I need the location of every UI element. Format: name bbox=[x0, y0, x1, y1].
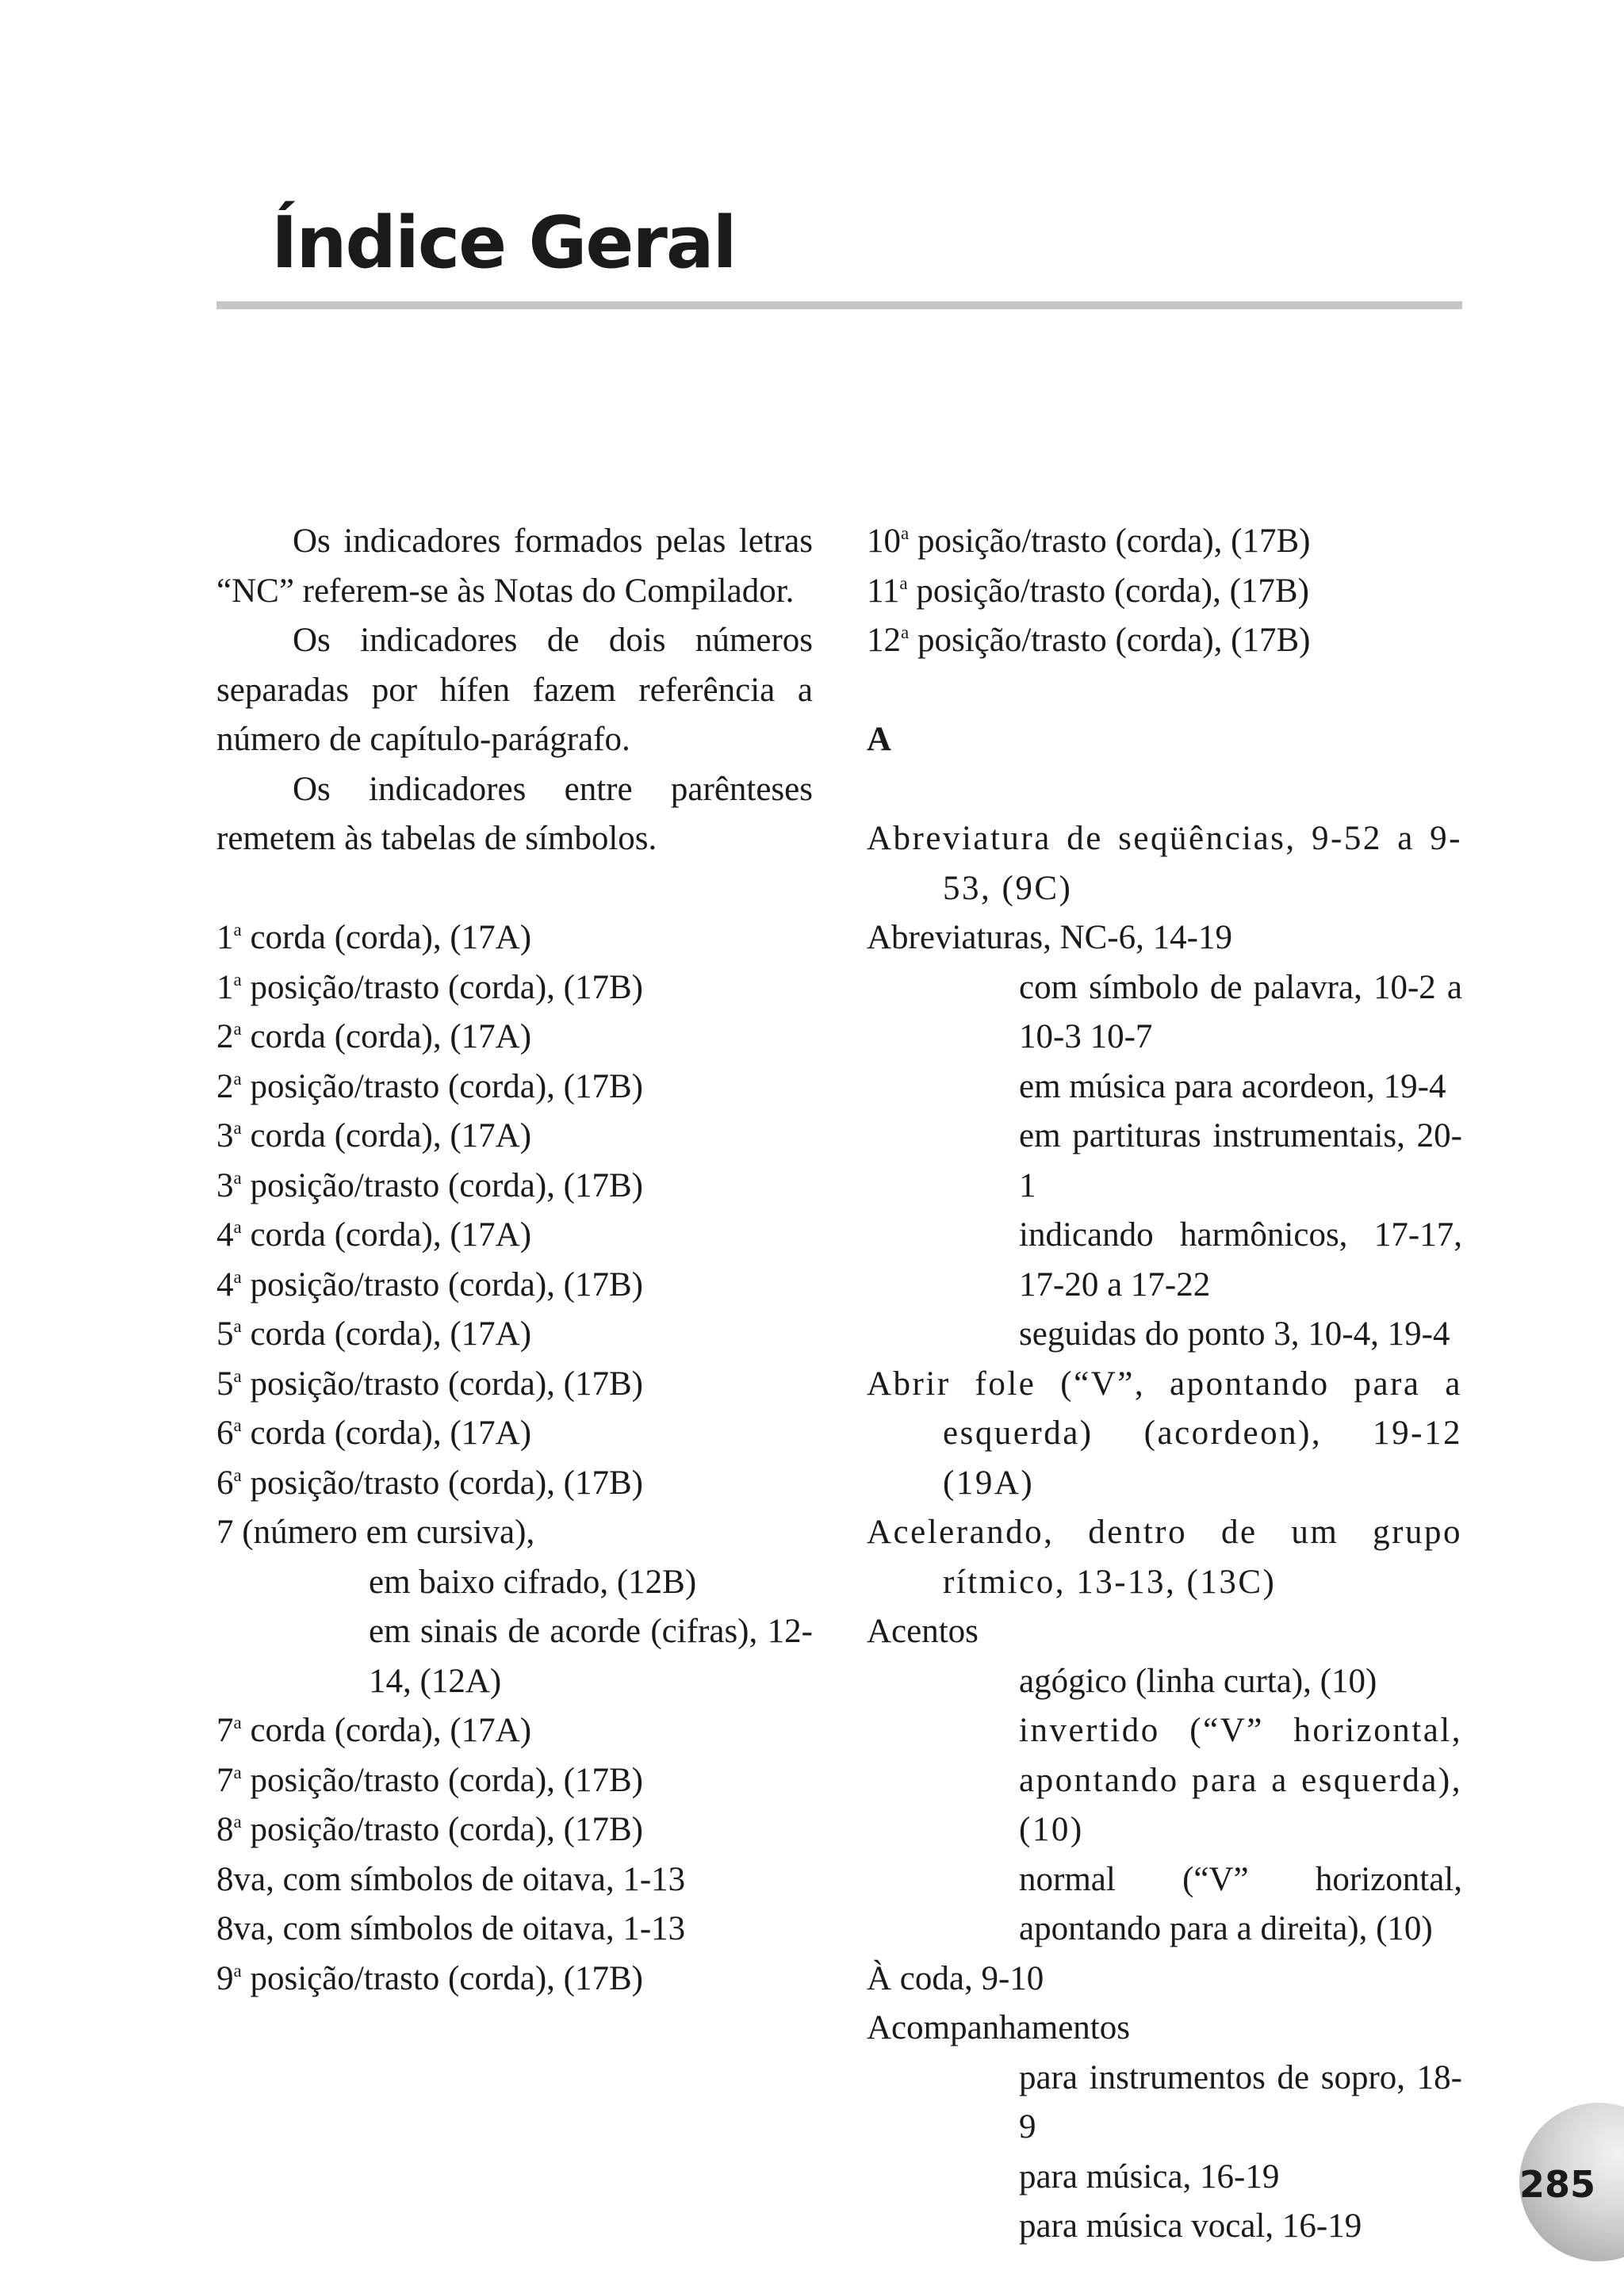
index-entry: 6$^a$ posição/trasto (corda), (17B) bbox=[216, 1464, 643, 1502]
index-entry: 2$^a$ posição/trasto (corda), (17B) bbox=[216, 1067, 643, 1105]
index-entry: 11$^a$ posição/trasto (corda), (17B) bbox=[867, 572, 1309, 610]
index-entry: 4$^a$ posição/trasto (corda), (17B) bbox=[216, 1265, 643, 1304]
index-entry: 7$^a$ corda (corda), (17A) bbox=[216, 1712, 532, 1749]
index-entry: Acentos agógico (linha curta), (10) invertido (“V” horizontal, apontando para a esquerda), (10) normal (“V” horizontal, apontando para a direita), (10) bbox=[867, 1607, 1462, 1954]
index-subentry: normal (“V” horizontal, apontando para a direita), (10) bbox=[1019, 1860, 1462, 1947]
index-entry: 6$^a$ corda (corda), (17A) bbox=[216, 1415, 532, 1452]
index-subentry: em baixo cifrado, (12B) bbox=[369, 1563, 697, 1601]
index-subentry: com símbolo de palavra, 10-2 a 10-3 10-7 bbox=[1019, 968, 1462, 1055]
index-entry: 2$^a$ corda (corda), (17A) bbox=[216, 1018, 532, 1055]
index-entry: 8va, com símbolos de oitava, 1-13 bbox=[216, 1860, 686, 1898]
index-entry: Abreviaturas, NC-6, 14-19 com símbolo de palavra, 10-2 a 10-3 10-7 em música para acordeon, 19-4 em partituras instrumentais, 20-1 indicando harmônicos, 17-17, 17-20 a 17-22 seguidas do ponto 3, 10-4, 19-4 bbox=[867, 913, 1462, 1360]
index-entry: 8va, com símbolos de oitava, 1-13 bbox=[216, 1910, 686, 1947]
index-subentry: para instrumentos de sopro, 18-9 bbox=[1019, 2058, 1462, 2146]
page-number: 285 bbox=[1519, 2163, 1596, 2206]
index-entry: 4$^a$ corda (corda), (17A) bbox=[216, 1216, 532, 1254]
index-column-left bbox=[216, 517, 813, 2004]
index-entry: 10$^a$ posição/trasto (corda), (17B) bbox=[867, 523, 1311, 560]
spacer bbox=[216, 864, 813, 914]
index-entry: Abreviatura de seqüências, 9-52 a 9-53, (9C) bbox=[867, 820, 1462, 907]
index-entry: 8$^a$ posição/trasto (corda), (17B) bbox=[216, 1811, 643, 1848]
index-subentry: para música vocal, 16-19 bbox=[1019, 2207, 1362, 2245]
index-subentry: em partituras instrumentais, 20-1 bbox=[1019, 1117, 1462, 1204]
index-entry: 7 (número em cursiva), em baixo cifrado, (12B) em sinais de acorde (cifras), 12-14, (12A) bbox=[216, 1508, 813, 1706]
index-entry: Acompanhamentos para instrumentos de sopro, 18-9 para música, 16-19 para música vocal, 16-19 bbox=[867, 2004, 1462, 2252]
index-subentry: invertido (“V” horizontal, apontando para a esquerda), (10) bbox=[1019, 1712, 1462, 1848]
spacer bbox=[867, 765, 1462, 815]
index-entry: À coda, 9-10 bbox=[867, 1959, 1044, 1997]
section-letter-a: A bbox=[867, 721, 892, 758]
index-subentry: em sinais de acorde (cifras), 12-14, (12A) bbox=[369, 1613, 813, 1700]
index-subentry: seguidas do ponto 3, 10-4, 19-4 bbox=[1019, 1315, 1450, 1353]
index-entry: 1$^a$ corda (corda), (17A) bbox=[216, 919, 532, 956]
index-entry: Abrir fole (“V”, apontando para a esquerda) (acordeon), 19-12 (19A) bbox=[867, 1365, 1462, 1502]
index-entry: 7$^a$ posição/trasto (corda), (17B) bbox=[216, 1761, 643, 1799]
spacer bbox=[867, 666, 1462, 716]
intro-paragraph: Os indicadores formados pelas letras “NC” referem-se às Notas do Compilador. bbox=[216, 523, 813, 610]
title-rule bbox=[216, 301, 1462, 309]
index-subentry: em música para acordeon, 19-4 bbox=[1019, 1067, 1446, 1105]
index-entry: 5$^a$ posição/trasto (corda), (17B) bbox=[216, 1365, 643, 1403]
intro-paragraph: Os indicadores de dois números separadas por hífen fazem referência a número de capítulo-parágrafo. bbox=[216, 622, 813, 758]
intro-paragraph: Os indicadores entre parênteses remetem às tabelas de símbolos. bbox=[216, 770, 813, 857]
index-subentry: indicando harmônicos, 17-17, 17-20 a 17-22 bbox=[1019, 1216, 1462, 1304]
index-entry: 3$^a$ posição/trasto (corda), (17B) bbox=[216, 1166, 643, 1204]
index-column-right bbox=[867, 517, 1462, 2252]
intro-notes bbox=[216, 517, 813, 864]
index-entry: 1$^a$ posição/trasto (corda), (17B) bbox=[216, 968, 643, 1006]
index-entry: 9$^a$ posição/trasto (corda), (17B) bbox=[216, 1959, 643, 1997]
index-entry: 5$^a$ corda (corda), (17A) bbox=[216, 1315, 532, 1353]
index-entry: 3$^a$ corda (corda), (17A) bbox=[216, 1117, 532, 1154]
index-entry: Acelerando, dentro de um grupo rítmico, 13-13, (13C) bbox=[867, 1514, 1462, 1601]
index-subentry: para música, 16-19 bbox=[1019, 2157, 1280, 2196]
page-title: Índice Geral bbox=[271, 201, 736, 285]
index-entry: 12$^a$ posição/trasto (corda), (17B) bbox=[867, 622, 1311, 659]
index-subentry: agógico (linha curta), (10) bbox=[1019, 1662, 1377, 1700]
